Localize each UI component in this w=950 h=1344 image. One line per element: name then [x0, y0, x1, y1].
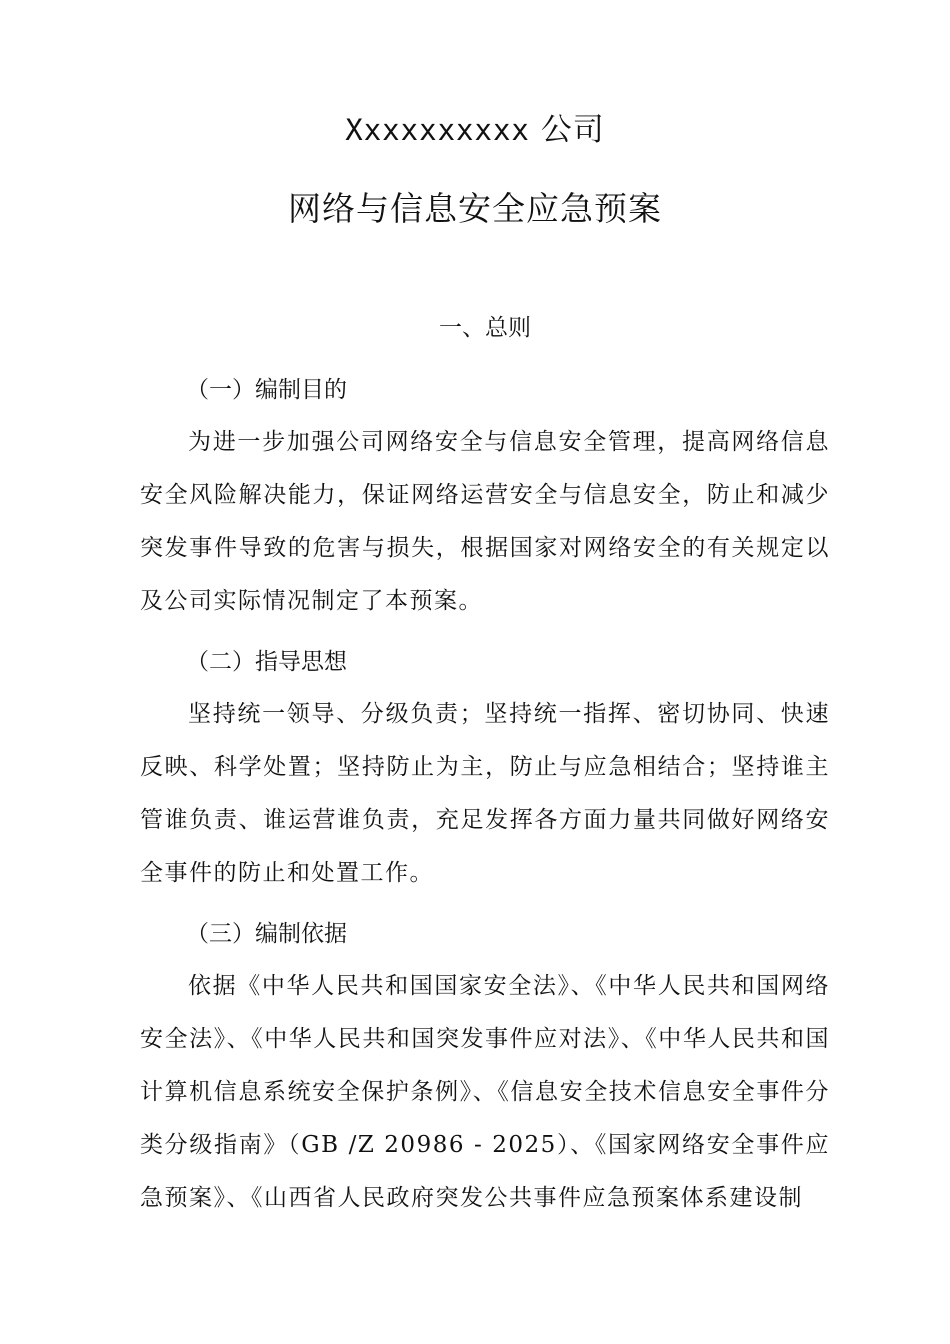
subsection-heading-guiding-ideology: （二）指导思想 [186, 649, 347, 675]
subsection-heading-purpose: （一）编制目的 [186, 377, 347, 403]
section-heading-general: 一、总则 [439, 315, 531, 341]
company-title-suffix: 公司 [529, 112, 605, 148]
paragraph-purpose: 为进一步加强公司网络安全与信息安全管理，提高网络信息安全风险解决能力，保证网络运营安全与信息安全，防止和减少突发事件导致的危害与损失，根据国家对网络安全的有关规定以及公司实际情况制定了本预案。 [140, 429, 830, 614]
document-body [140, 310, 830, 1233]
company-title-latin: Xxxxxxxxxx [345, 113, 530, 147]
paragraph-basis: 依据《中华人民共和国国家安全法》、《中华人民共和国网络安全法》、《中华人民共和国突发事件应对法》、《中华人民共和国计算机信息系统安全保护条例》、《信息安全技术信息安全事件分类分级指南》（GB /Z 20986 - 2025）、《国家网络安全事件应急预案》、《山西省人民政府突发公共事件应急预案体系建设制 [140, 973, 830, 1211]
company-title [0, 108, 950, 152]
document-title: 网络与信息安全应急预案 [288, 189, 662, 228]
subsection-heading-basis: （三）编制依据 [186, 921, 347, 947]
paragraph-guiding-ideology: 坚持统一领导、分级负责；坚持统一指挥、密切协同、快速反映、科学处置；坚持防止为主，防止与应急相结合；坚持谁主管谁负责、谁运营谁负责，充足发挥各方面力量共同做好网络安全事件的防止和处置工作。 [140, 701, 830, 886]
